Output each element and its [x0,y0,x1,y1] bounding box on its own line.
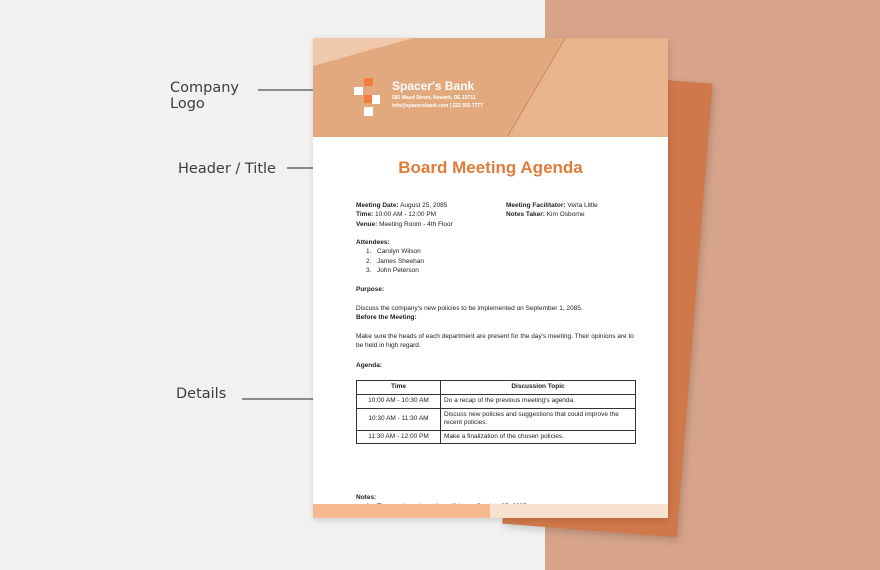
meta-row [356,220,506,229]
meta-value: Meeting Room - 4th Floor [377,220,453,228]
list-item [356,257,641,266]
meta-label: Notes Taker: [506,211,545,219]
before-meeting-text: Make sure the heads of each department are present for the day's meeting. Their opinions are to be held in high regard. [356,333,634,350]
company-logo-annotation-line2: Logo [170,96,205,112]
meta-label: Venue: [356,220,378,228]
attendees-section [356,238,641,276]
topic-cell: Do a recap of the previous meeting's agenda. [441,395,636,409]
meta-label: Time: [356,211,374,219]
footer-band-right [490,504,668,518]
document-header [313,38,668,137]
attendee-name: John Peterson [377,267,419,275]
purpose-heading: Purpose: [356,286,385,293]
header-title-annotation: Header / Title [178,161,276,177]
bank-contact: info@spacersbank.com | 222 555 7777 [392,103,484,109]
meta-value: Kim Osborne [544,211,585,219]
meta-row [506,210,641,219]
purpose-text: Discuss the company's new policies to be implemented on September 1, 2085. [356,305,583,312]
meta-row [356,210,506,219]
before-meeting-heading: Before the Meeting: [356,314,417,321]
time-cell: 11:30 AM - 12:00 PM [357,430,441,444]
meta-label: Meeting Facilitator: [506,202,566,209]
company-logo-annotation [170,80,239,112]
footer-band-left [313,504,490,518]
company-logo-icon [353,78,383,118]
table-row [357,408,636,430]
list-item [356,247,641,256]
attendees-list [356,247,641,275]
agenda-document [313,38,668,518]
notes-heading: Notes: [356,494,377,501]
attendee-name: James Sheehan [377,257,424,265]
company-logo-annotation-line1: Company [170,80,239,96]
list-number: 1. [366,248,372,256]
topic-cell: Make a finalization of the chosen policies. [441,430,636,444]
table-row [357,430,636,444]
meta-label: Meeting Date: [356,202,399,209]
list-number: 3. [366,267,372,275]
details-annotation: Details [176,386,227,402]
document-title: Board Meeting Agenda [398,158,583,177]
attendees-heading: Attendees: [356,239,390,246]
topic-column-header: Discussion Topic [441,381,636,395]
list-number: 2. [366,257,372,265]
agenda-heading: Agenda: [356,362,382,369]
table-row [357,395,636,409]
meta-value: August 25, 2085 [398,202,448,209]
list-item [356,266,641,275]
bank-address: 581 Maud Street, Newark, DE 19711 [392,95,476,101]
topic-cell: Discuss new policies and suggestions that could improve the recent policies. [441,408,636,430]
meeting-details-right [506,201,641,220]
meta-row [356,201,506,210]
table-header-row [357,381,636,395]
time-column-header: Time [357,381,441,395]
agenda-table [356,380,636,444]
meta-value: Verla Little [565,202,598,209]
time-cell: 10:30 AM - 11:30 AM [357,408,441,430]
time-cell: 10:00 AM - 10:30 AM [357,395,441,409]
meeting-details-left [356,201,506,229]
attendee-name: Carolyn Wilson [377,248,421,256]
bank-name: Spacer's Bank [392,79,475,93]
meta-row [506,201,641,210]
meta-value: 10:00 AM - 12:00 PM [373,211,437,219]
